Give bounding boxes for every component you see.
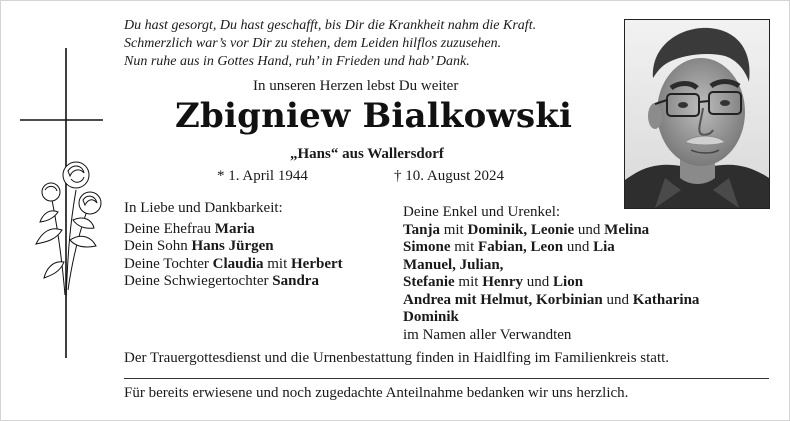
family-member-name: Simone — [403, 239, 451, 255]
cross-with-rose-icon — [18, 40, 108, 360]
connector-text: mit — [439, 221, 468, 238]
family-member-name: Dominik, Leonie — [467, 221, 575, 238]
poem-line: Du hast gesorgt, Du hast geschafft, bis Dir die Krankheit nahm die Kraft. — [124, 18, 537, 33]
family-line — [124, 221, 343, 239]
family-left-column — [124, 200, 343, 291]
family-member-name: Lion — [553, 274, 584, 290]
nickname-origin: „Hans“ aus Wallersdorf — [290, 146, 444, 162]
family-closing: im Namen aller Verwandten — [403, 326, 572, 343]
family-member-name: Lia — [593, 239, 615, 255]
connector-text: mit — [450, 239, 479, 255]
family-line — [403, 239, 699, 257]
family-member-name: Henry — [482, 274, 524, 290]
family-member-name: Melina — [604, 221, 650, 238]
relation-text: Deine Ehefrau — [124, 220, 215, 237]
relation-text: Deine Schwiegertochter — [124, 273, 273, 289]
family-member-name: Manuel, Julian, — [403, 256, 504, 273]
relation-text: Deine Tochter — [124, 255, 213, 272]
connector-text: mit — [454, 274, 483, 290]
poem — [124, 17, 624, 71]
funeral-service-note: Der Trauergottesdienst und die Urnenbestattung finden in Haidlfing im Familienkreis statt. — [124, 350, 670, 366]
family-line — [124, 238, 343, 256]
family-member-name: Katharina — [632, 291, 700, 308]
family-member-name: Andrea mit Helmut, Korbinian — [403, 291, 603, 308]
poem-line: Schmerzlich war’s vor Dir zu stehen, dem Leiden hilflos zuzusehen. — [124, 36, 502, 51]
family-right-heading: Deine Enkel und Urenkel: — [403, 204, 561, 220]
family-line — [403, 292, 699, 310]
family-line — [403, 309, 699, 327]
family-member-name: Maria — [214, 220, 255, 237]
family-member-name: Hans Jürgen — [191, 238, 274, 254]
connector-text: und — [563, 239, 594, 255]
deceased-name: Zbigniew Bialkowski — [175, 96, 573, 136]
family-member-name: Tanja — [403, 221, 440, 238]
family-line — [403, 257, 699, 275]
connector-text: und — [574, 221, 605, 238]
family-left-heading: In Liebe und Dankbarkeit: — [124, 200, 283, 216]
family-member-name: Fabian, Leon — [478, 239, 564, 255]
connector-text: und — [602, 291, 633, 308]
connector-text: mit — [263, 255, 292, 272]
birth-date: * 1. April 1944 — [217, 168, 308, 184]
connector-text: und — [523, 274, 554, 290]
family-line — [124, 273, 343, 291]
thanks-note: Für bereits erwiesene und noch zugedachte Anteilnahme bedanken wir uns herzlich. — [124, 385, 629, 401]
family-member-name: Claudia — [212, 255, 264, 272]
family-line — [403, 222, 699, 240]
poem-line: Nun ruhe aus in Gottes Hand, ruh’ in Frieden und hab’ Dank. — [124, 54, 470, 69]
portrait-photo — [624, 19, 770, 209]
intro-line: In unseren Herzen lebst Du weiter — [253, 78, 459, 94]
family-right-column — [403, 204, 699, 344]
divider — [124, 378, 769, 379]
family-line — [403, 274, 699, 292]
family-member-name: Sandra — [272, 273, 319, 289]
family-member-name: Herbert — [291, 255, 343, 272]
death-date: † 10. August 2024 — [394, 168, 505, 184]
family-line — [124, 256, 343, 274]
family-member-name: Dominik — [403, 309, 459, 325]
relation-text: Dein Sohn — [124, 238, 192, 254]
family-member-name: Stefanie — [403, 274, 455, 290]
